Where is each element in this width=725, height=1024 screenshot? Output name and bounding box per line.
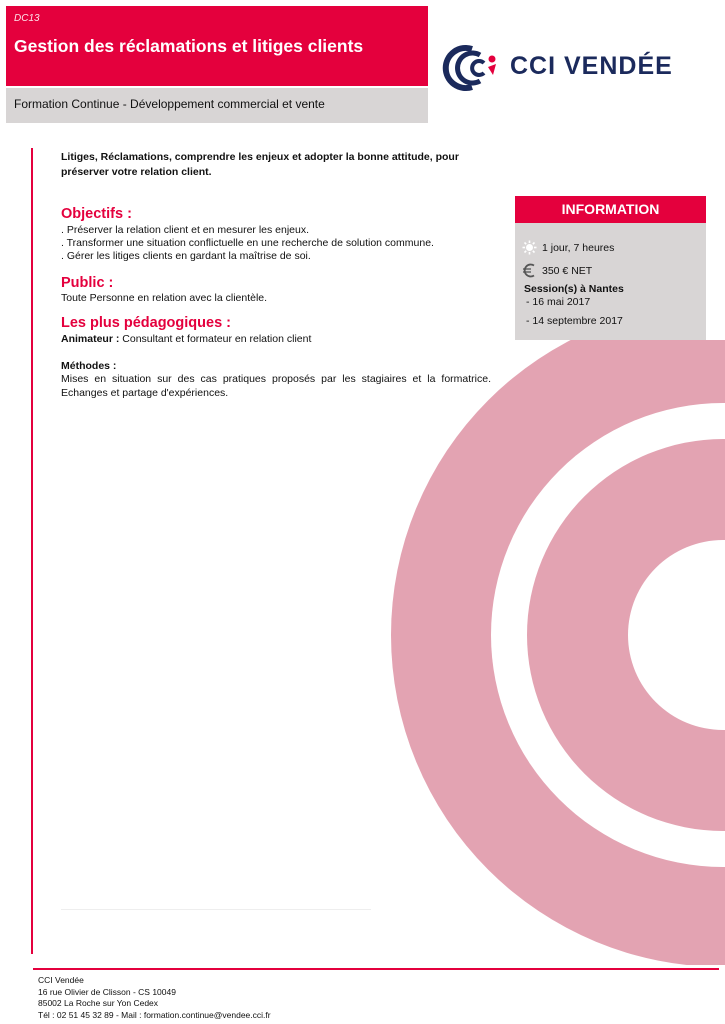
price-text: 350 € NET xyxy=(542,265,593,277)
sessions-label: Session(s) à Nantes xyxy=(524,283,624,295)
pedagogie-heading: Les plus pédagogiques : xyxy=(61,315,231,331)
course-code: DC13 xyxy=(14,13,40,24)
animateur-label: Animateur : xyxy=(61,333,120,345)
session-date: - 14 septembre 2017 xyxy=(526,315,623,327)
objectifs-heading: Objectifs : xyxy=(61,206,132,222)
footer-line: CCI Vendée xyxy=(38,975,84,985)
logo-text: CCI VENDÉE xyxy=(510,52,673,80)
footer-line: 85002 La Roche sur Yon Cedex xyxy=(38,998,159,1008)
public-heading: Public : xyxy=(61,275,114,291)
information-heading: INFORMATION xyxy=(515,196,706,223)
objectif-item: . Transformer une situation conflictuelle en une recherche de solution commune. xyxy=(61,237,434,249)
euro-icon xyxy=(522,263,537,278)
sun-clock-icon xyxy=(522,240,537,255)
divider xyxy=(61,909,371,910)
footer-divider xyxy=(33,968,719,970)
footer-line: 16 rue Olivier de Clisson - CS 10049 xyxy=(38,986,176,997)
public-text: Toute Personne en relation avec la clientèle. xyxy=(61,292,268,304)
animateur-line xyxy=(61,333,311,347)
objectif-item: . Gérer les litiges clients en gardant la maîtrise de soi. xyxy=(61,250,311,262)
session-date: - 16 mai 2017 xyxy=(526,296,591,308)
duration-text: 1 jour, 7 heures xyxy=(542,242,615,254)
methodes-label: Méthodes : xyxy=(61,360,117,372)
decorative-circles xyxy=(380,340,725,965)
footer-address xyxy=(38,975,271,1021)
animateur-text: Consultant et formateur en relation client xyxy=(122,333,312,345)
footer-line: Tél : 02 51 45 32 89 - Mail : formation.continue@vendee.cci.fr xyxy=(38,1009,271,1020)
page-subtitle: Formation Continue - Développement commercial et vente xyxy=(14,97,325,111)
left-accent-line xyxy=(31,148,33,954)
page-title: Gestion des réclamations et litiges clients xyxy=(14,36,364,56)
objectif-item: . Préserver la relation client et en mesurer les enjeux. xyxy=(61,224,310,236)
methodes-text: Mises en situation sur des cas pratiques proposés par les stagiaires et la formatrice. Echanges et partage d'expériences. xyxy=(61,373,491,399)
intro-text: Litiges, Réclamations, comprendre les enjeux et adopter la bonne attitude, pour préserver votre relation client. xyxy=(61,151,459,178)
